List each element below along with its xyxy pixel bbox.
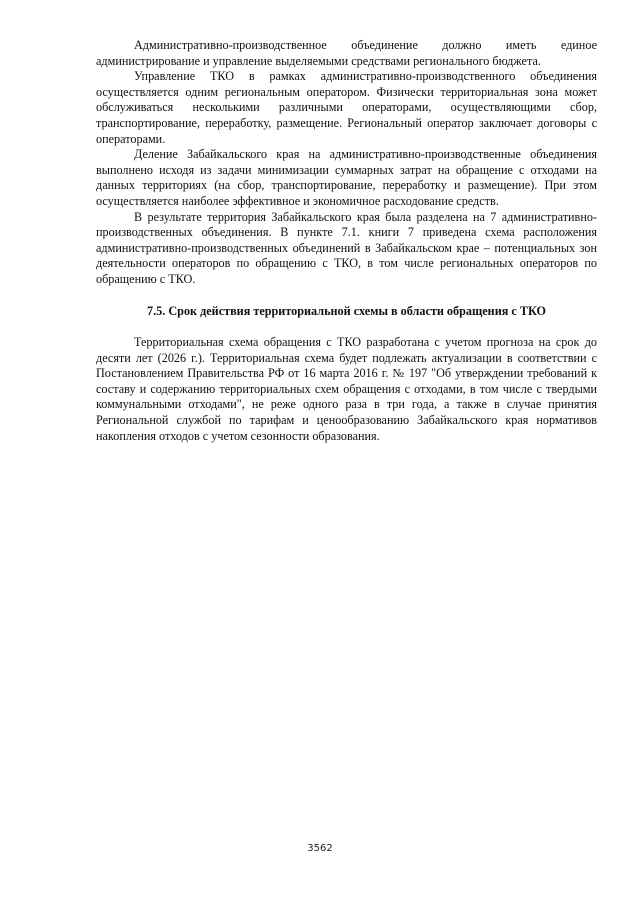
section-heading: 7.5. Срок действия территориальной схемы в области обращения с ТКО <box>147 303 546 318</box>
paragraph-result: В результате территория Забайкальского края была разделена на 7 административно-производственных объединения. В пункте 7.1. книги 7 приведена схема расположения административно-производственных объединений в Забайкальском крае – потенциальных зон деятельности операторов по обращению с ТКО, в том числе региональных операторов по обращению с ТКО. <box>96 209 597 286</box>
paragraph-validity-term: Территориальная схема обращения с ТКО разработана с учетом прогноза на срок до десяти лет (2026 г.). Территориальная схема будет подлежать актуализации в соответствии с Постановлением Правительства РФ от 16 марта 2016 г. № 197 "Об утверждении требований к составу и содержанию территориальных схем обращения с отходами, в том числе с твердыми коммунальными отходами", не реже одного раза в три года, а также в случае принятия Региональной службой по тарифам и ценообразованию Забайкальского края нормативов накопления отходов с учетом сезонности образования. <box>96 335 597 443</box>
paragraph-administration: Административно-производственное объединение должно иметь единое администрирование и управление выделяемыми средствами регионального бюджета. <box>96 38 597 68</box>
document-page <box>96 38 597 444</box>
page-number: 3562 <box>307 843 333 854</box>
paragraph-management: Управление ТКО в рамках административно-производственного объединения осуществляется одним региональным оператором. Физически территориальная зона может обслуживаться несколькими различными операторами, осуществляющими сбор, транспортирование, переработку, размещение. Региональный оператор заключает договоры с операторами. <box>96 69 597 146</box>
paragraph-division: Деление Забайкальского края на административно-производственные объединения выполнено исходя из задачи минимизации суммарных затрат на обращение с отходами на данных территориях (на сбор, транспортирование, переработку и размещение). При этом осуществляется наиболее эффективное и экономичное расходование средств. <box>96 147 597 208</box>
